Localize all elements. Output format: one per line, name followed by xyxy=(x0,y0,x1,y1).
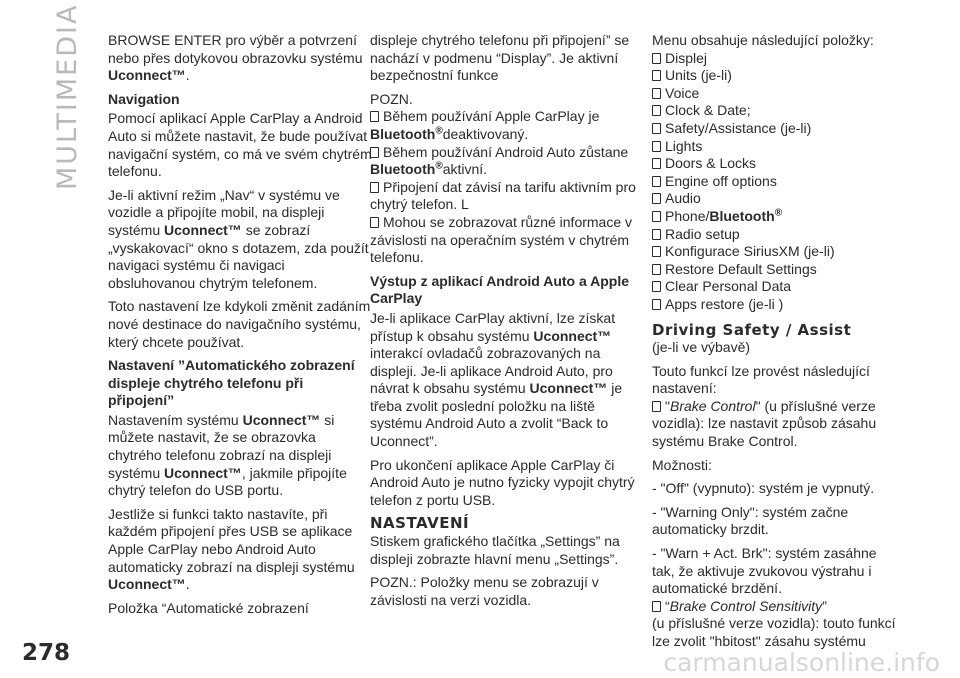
menu-item xyxy=(652,296,902,314)
menu-item xyxy=(652,173,902,191)
note-bullet xyxy=(370,214,636,267)
checkbox-bullet-icon xyxy=(652,88,661,99)
text: Je-li aktivní režim „Nav“ v systému ve vozidle a připojíte mobil, na displeji systému xyxy=(108,186,340,238)
paragraph xyxy=(108,506,372,594)
brand-name: Bluetooth xyxy=(370,125,436,142)
checkbox-bullet-icon xyxy=(652,281,661,292)
text: Mohou se zobrazovat různé informace v závislosti na operačním systém v chytrém telefonu. xyxy=(370,213,633,266)
menu-item xyxy=(652,85,902,103)
column-2 xyxy=(370,32,636,615)
menu-item xyxy=(652,190,902,208)
menu-item xyxy=(652,261,902,279)
checkbox-bullet-icon xyxy=(652,53,661,64)
paragraph: Toto nastavení lze kdykoli změnit zadáním nové destinace do navigačního systému, který chcete používat. xyxy=(108,298,371,350)
paragraph: (je-li ve výbavě) xyxy=(652,339,751,356)
menu-item xyxy=(652,243,902,261)
text: Clear Personal Data xyxy=(665,278,792,295)
checkbox-bullet-icon xyxy=(652,246,661,257)
text: Během používání Apple CarPlay je xyxy=(383,108,600,125)
brand-name: Bluetooth xyxy=(709,207,775,224)
text: aktivní. xyxy=(442,161,488,178)
column-1 xyxy=(108,32,372,623)
text: , jakmile připojíte chytrý telefon do USB portu. xyxy=(108,464,347,499)
text: Během používání Android Auto zůstane xyxy=(383,143,629,160)
checkbox-bullet-icon xyxy=(652,123,661,134)
brand-name: Bluetooth xyxy=(370,161,436,178)
column-3 xyxy=(652,32,902,651)
text: deaktivovaný. xyxy=(442,125,529,142)
text: . xyxy=(185,576,190,593)
checkbox-bullet-icon xyxy=(652,105,661,116)
text: Engine off options xyxy=(665,172,777,189)
text: Připojení dat závisí na tarifu aktivním pro chytrý telefon. L xyxy=(370,178,636,213)
note-label: POZN. xyxy=(370,90,413,107)
brand-name: Uconnect™ xyxy=(164,464,242,481)
checkbox-bullet-icon xyxy=(652,229,661,240)
text: Konfigurace SiriusXM (je-li) xyxy=(665,243,835,260)
paragraph xyxy=(108,32,372,85)
text: Doors & Locks xyxy=(665,155,757,172)
note-bullet xyxy=(370,179,636,214)
section-side-title: MULTIMEDIA xyxy=(52,3,83,190)
text: Radio setup xyxy=(665,225,740,242)
registered-mark: ® xyxy=(774,207,783,219)
checkbox-bullet-icon xyxy=(652,70,661,81)
heading-exit-apps: Výstup z aplikací Android Auto a Apple CarPlay xyxy=(370,272,630,307)
paragraph: - "Warning Only": systém začne automaticky brzdit. xyxy=(652,503,849,538)
option-bullet xyxy=(652,398,902,451)
checkbox-bullet-icon xyxy=(652,158,661,169)
option-bullet xyxy=(652,598,902,616)
text: Apps restore (je-li ) xyxy=(665,295,784,312)
text: BROWSE ENTER pro výběr a potvrzení nebo přes dotykovou obrazovku systému xyxy=(108,32,363,66)
checkbox-bullet-icon xyxy=(652,193,661,204)
paragraph: displeje chytrého telefonu při připojení” se nachází v podmenu “Display”. Je aktivní bezpečnostní funkce xyxy=(370,32,630,84)
checkbox-bullet-icon xyxy=(652,141,661,152)
checkbox-bullet-icon xyxy=(370,182,379,193)
text: Nastavením systému xyxy=(108,411,243,428)
text: Voice xyxy=(665,84,700,101)
brand-name: Uconnect™ xyxy=(529,380,608,397)
text: Safety/Assistance (je-li) xyxy=(665,119,812,136)
checkbox-bullet-icon xyxy=(652,211,661,222)
text: " xyxy=(665,397,670,414)
paragraph: - "Off" (vypnuto): systém je vypnutý. xyxy=(652,480,875,497)
text: Audio xyxy=(665,190,701,207)
text: . xyxy=(185,67,190,84)
heading-driving-safety: Driving Safety / Assist xyxy=(652,320,852,339)
heading-navigation: Navigation xyxy=(108,90,180,107)
text: ” xyxy=(822,597,827,614)
heading-auto-display: Nastavení ”Automatického zobrazení displeje chytrého telefonu při připojení” xyxy=(108,357,355,409)
paragraph: - "Warn + Act. Brk": systém zasáhne tak, že aktivuje zvukovou výstrahu i automatické brzdění. xyxy=(652,545,877,597)
menu-item xyxy=(652,155,902,173)
menu-item xyxy=(652,67,902,85)
checkbox-bullet-icon xyxy=(652,401,661,412)
page-number: 278 xyxy=(22,640,71,666)
paragraph: Pomocí aplikací Apple CarPlay a Android Auto si můžete nastavit, že bude používat navigační systém, co má ve svém chytrém telefonu. xyxy=(108,110,372,180)
paragraph: Touto funkcí lze provést následující nastavení: xyxy=(652,362,870,397)
brand-name: Uconnect™ xyxy=(533,327,612,344)
brand-name: Uconnect™ xyxy=(242,411,321,428)
text: se zobrazí „vyskakovací“ okno s dotazem, zda použít navigaci systému či navigaci obsluhovanou chytrým telefonem. xyxy=(108,221,369,291)
checkbox-bullet-icon xyxy=(652,601,661,612)
text: interakcí ovladačů zobrazovaných na displeji. Je-li aplikace Android Auto, pro návrat k obsahu systému xyxy=(370,345,613,397)
text: Displej xyxy=(665,49,708,66)
text: Jestliže si funkci takto nastavíte, při každém připojení přes USB se aplikace Apple CarPlay nebo Android Auto automaticky zobrazí na displeji systému xyxy=(108,505,355,575)
checkbox-bullet-icon xyxy=(652,299,661,310)
checkbox-bullet-icon xyxy=(370,217,379,228)
paragraph: (u příslušné verze vozidla): touto funkcí lze zvolit "hbitost" zásahu systému xyxy=(652,615,896,649)
checkbox-bullet-icon xyxy=(652,176,661,187)
paragraph xyxy=(108,187,372,293)
menu-item xyxy=(652,120,902,138)
text: Restore Default Settings xyxy=(665,260,817,277)
paragraph: Stiskem grafického tlačítka „Settings” na displeji zobrazte hlavní menu „Settings”. xyxy=(370,533,620,567)
menu-item xyxy=(652,208,902,226)
paragraph: POZN.: Položky menu se zobrazují v závislosti na verzi vozidla. xyxy=(370,574,599,608)
brand-name: Uconnect™ xyxy=(164,221,242,238)
menu-item xyxy=(652,138,902,156)
menu-item xyxy=(652,226,902,244)
paragraph: Možnosti: xyxy=(652,456,712,473)
checkbox-bullet-icon xyxy=(370,111,379,122)
note-bullet xyxy=(370,144,636,179)
text: Je-li aplikace CarPlay aktivní, lze získat přístup k obsahu systému xyxy=(370,309,616,344)
text: si můžete nastavit, že se obrazovka chytrého telefonu zobrazí na displeji systému xyxy=(108,411,335,481)
text: Lights xyxy=(665,137,703,154)
paragraph xyxy=(370,310,636,451)
menu-list xyxy=(652,50,902,314)
text: Phone/ xyxy=(665,207,710,224)
menu-intro: Menu obsahuje následující položky: xyxy=(652,32,874,48)
text: Clock & Date; xyxy=(665,102,751,119)
brand-name: Uconnect™ xyxy=(108,576,186,593)
brand-name: Uconnect™ xyxy=(108,67,186,84)
text: “ xyxy=(665,597,670,614)
menu-item xyxy=(652,278,902,296)
registered-mark: ® xyxy=(435,160,443,172)
option-name: Brake Control xyxy=(669,397,756,414)
paragraph: Pro ukončení aplikace Apple CarPlay či Android Auto je nutno fyzicky vypojit chytrý telefon z portu USB. xyxy=(370,456,635,508)
note-bullet xyxy=(370,108,636,143)
menu-item xyxy=(652,102,902,120)
paragraph: Položka “Automatické zobrazení xyxy=(108,599,309,616)
option-name: Brake Control Sensitivity xyxy=(669,597,823,614)
heading-nastaveni: NASTAVENÍ xyxy=(370,514,470,533)
registered-mark: ® xyxy=(435,125,443,137)
watermark: carmanualsonline.info xyxy=(663,648,940,677)
checkbox-bullet-icon xyxy=(652,264,661,275)
paragraph xyxy=(108,412,372,500)
text: Units (je-li) xyxy=(665,67,732,84)
text: je třeba zvolit poslední položku na liště systému Android Auto a zvolit “Back to Uconnect”. xyxy=(370,380,623,450)
menu-item xyxy=(652,50,902,68)
text: " (u příslušné verze vozidla): lze nastavit způsob zásahu systému Brake Control. xyxy=(652,397,877,450)
checkbox-bullet-icon xyxy=(370,147,379,158)
